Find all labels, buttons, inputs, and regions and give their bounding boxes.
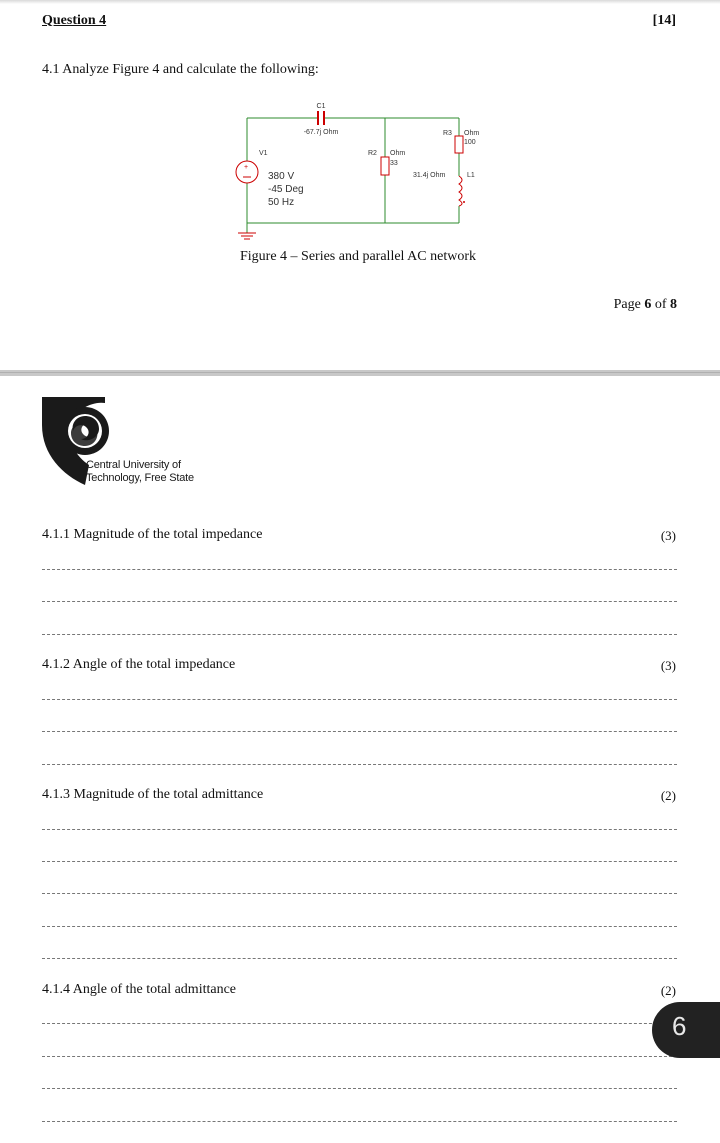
- answer-line[interactable]: [42, 861, 677, 862]
- question-4-1-4-label: 4.1.4 Angle of the total admittance: [42, 982, 237, 997]
- answer-line[interactable]: [42, 1121, 677, 1122]
- answer-line[interactable]: [42, 569, 677, 570]
- answer-line[interactable]: [42, 926, 677, 927]
- r2-unit: Ohm: [390, 150, 406, 157]
- capacitor-c1: [318, 111, 324, 125]
- ground-symbol: [238, 233, 256, 239]
- instruction-text: 4.1 Analyze Figure 4 and calculate the following:: [42, 62, 319, 77]
- figure-caption: Figure 4 – Series and parallel AC network: [239, 249, 476, 264]
- page-current: 6: [644, 297, 652, 312]
- inductor-dot: [463, 201, 465, 203]
- answer-line[interactable]: [42, 1088, 677, 1089]
- page-number: [614, 297, 677, 313]
- question-4-1-1-marks: (3): [660, 528, 676, 543]
- l1-value: 31.4j Ohm: [413, 172, 446, 179]
- page-of: of: [654, 297, 667, 312]
- answer-line[interactable]: [42, 958, 677, 959]
- circuit-diagram: [226, 98, 496, 246]
- l1-label: L1: [467, 172, 475, 179]
- page-total: 8: [670, 297, 677, 312]
- answer-line[interactable]: [42, 731, 677, 732]
- c1-label: C1: [316, 103, 326, 110]
- question-4-1-1-label: 4.1.1 Magnitude of the total impedance: [42, 527, 263, 542]
- r3-unit: Ohm: [464, 130, 480, 137]
- page-break-divider: [0, 370, 720, 376]
- r2-label: R2: [368, 150, 377, 157]
- v1-frequency: 50 Hz: [268, 197, 295, 208]
- answer-line[interactable]: [42, 634, 677, 635]
- c1-value: -67.7j Ohm: [303, 129, 339, 136]
- v1-angle: -45 Deg: [268, 184, 304, 195]
- v1-label: V1: [259, 150, 268, 157]
- svg-text:+: +: [244, 164, 249, 171]
- top-shadow: [0, 0, 720, 4]
- page-prefix: Page: [613, 297, 641, 312]
- question-4-1-3-marks: (2): [660, 788, 676, 803]
- question-title: Question 4: [42, 13, 107, 28]
- question-4-1-3-label: 4.1.3 Magnitude of the total admittance: [42, 787, 264, 802]
- v1-voltage: 380 V: [268, 171, 295, 182]
- question-4-1-4-marks: (2): [660, 983, 676, 998]
- university-name-line1: Central University of: [86, 459, 181, 471]
- university-name: [86, 459, 194, 485]
- university-name-line2: Technology, Free State: [86, 472, 194, 484]
- r3-label: R3: [443, 130, 452, 137]
- voltage-source-v1: [236, 161, 258, 183]
- page-indicator-number: 6: [672, 1011, 687, 1041]
- question-total-marks: [14]: [652, 13, 676, 28]
- question-4-1-2-marks: (3): [660, 658, 676, 673]
- r3-value: 100: [464, 139, 476, 146]
- answer-line[interactable]: [42, 699, 677, 700]
- resistor-r3: [455, 136, 463, 153]
- answer-line[interactable]: [42, 764, 677, 765]
- inductor-l1: [459, 176, 462, 206]
- answer-line[interactable]: [42, 1023, 677, 1024]
- answer-line[interactable]: [42, 601, 677, 602]
- question-4-1-2-label: 4.1.2 Angle of the total impedance: [42, 657, 236, 672]
- answer-line[interactable]: [42, 829, 677, 830]
- r2-value: 33: [390, 160, 398, 167]
- resistor-r2: [381, 157, 389, 175]
- answer-line[interactable]: [42, 893, 677, 894]
- answer-line[interactable]: [42, 1056, 677, 1057]
